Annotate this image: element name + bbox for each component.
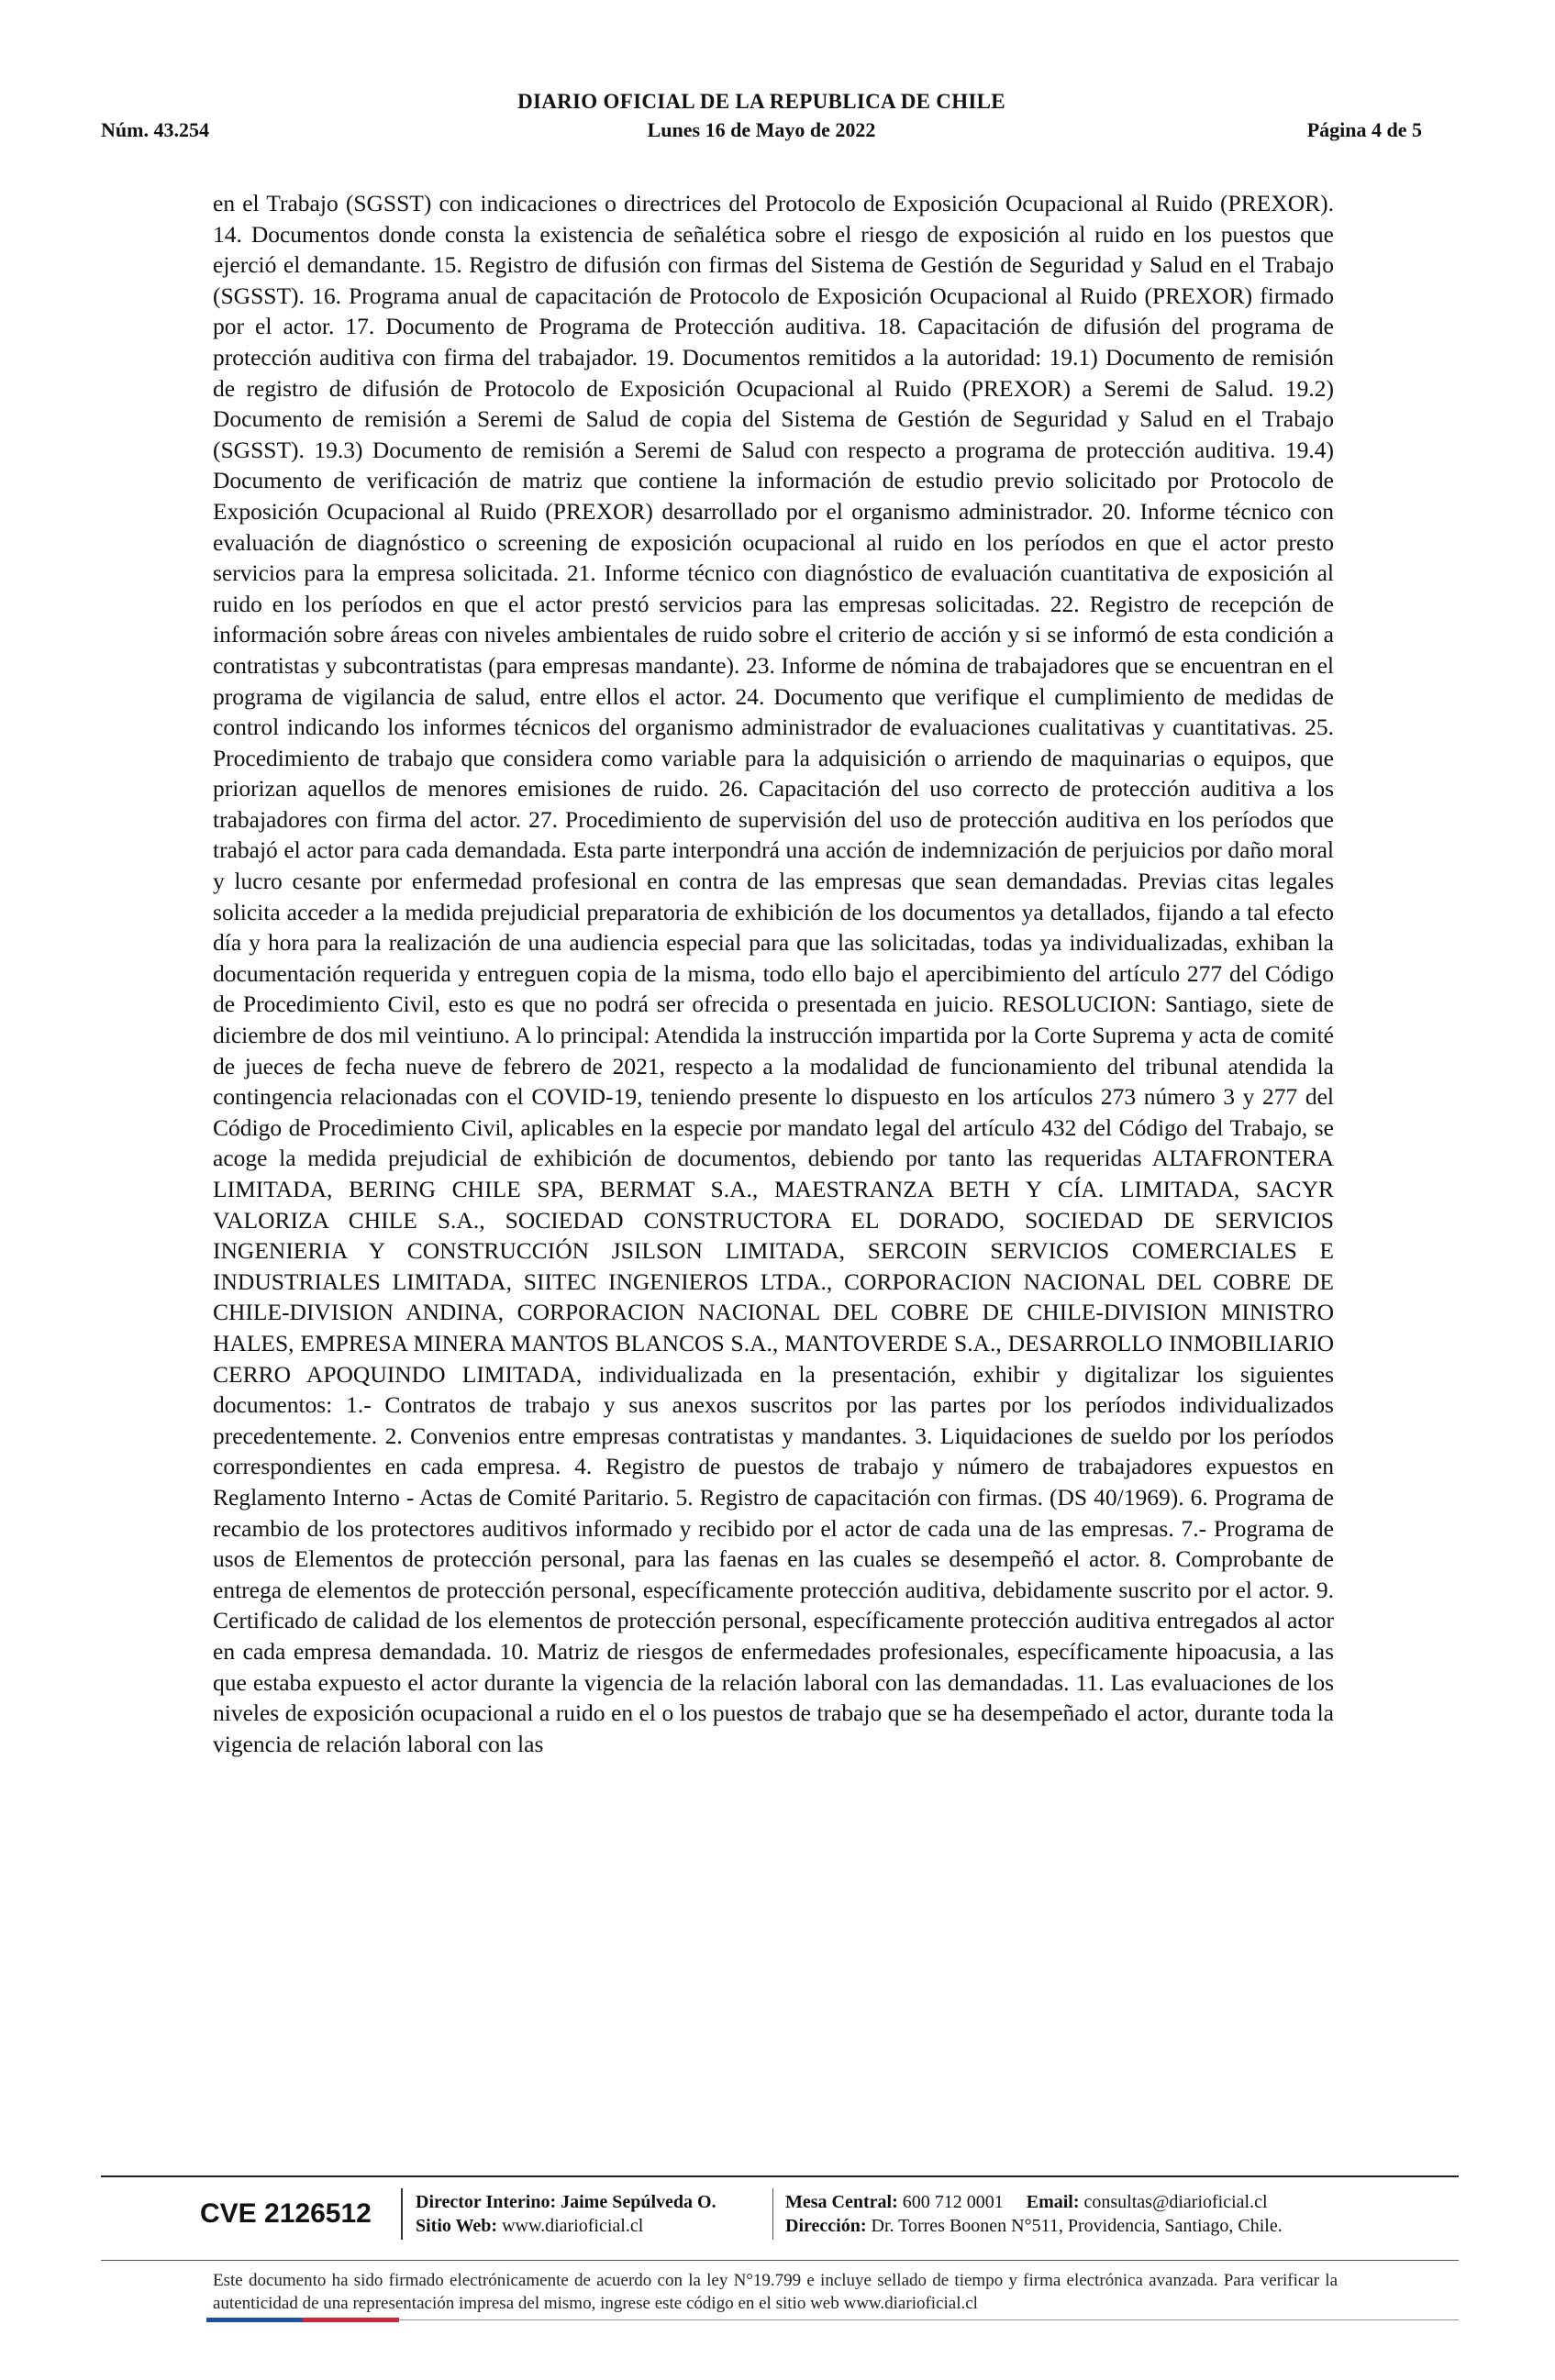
flag-stripe-red [303, 2318, 399, 2322]
footer-divider [101, 2260, 1459, 2261]
address-line [785, 2214, 1283, 2238]
bottom-rule [399, 2319, 1459, 2320]
address-value: Dr. Torres Boonen N°511, Providencia, Santiago, Chile. [871, 2216, 1283, 2236]
email-label: Email: [1026, 2192, 1080, 2212]
central-value: 600 712 0001 [902, 2192, 1004, 2212]
page-indicator: Página 4 de 5 [1306, 118, 1422, 141]
header-meta-row [101, 118, 1422, 146]
footer-contact-left [416, 2190, 716, 2238]
director-label: Director Interino: [416, 2192, 557, 2212]
address-label: Dirección: [785, 2216, 867, 2236]
director-value: Jaime Sepúlveda O. [561, 2192, 716, 2212]
issue-date: Lunes 16 de Mayo de 2022 [647, 118, 876, 141]
email-link[interactable]: consultas@diarioficial.cl [1083, 2192, 1268, 2212]
issue-number: Núm. 43.254 [101, 118, 209, 141]
website-line [416, 2214, 716, 2238]
website-label: Sitio Web: [416, 2216, 498, 2236]
flag-stripe-blue [206, 2318, 303, 2322]
central-line [785, 2190, 1283, 2214]
cve-code: CVE 2126512 [200, 2198, 372, 2229]
publication-title: DIARIO OFICIAL DE LA REPUBLICA DE CHILE [517, 90, 1005, 113]
page-header [101, 90, 1422, 147]
legal-notice: Este documento ha sido firmado electrónicamente de acuerdo con la ley N°19.799 e incluye sellado de tiempo y firma electrónica avanzada. Para verificar la autenticidad de una representación impresa del mismo, ingrese este código en el sitio web www.diarioficial.cl [213, 2271, 1338, 2313]
central-label: Mesa Central: [785, 2192, 898, 2212]
footer-separator [772, 2188, 773, 2240]
footer-divider [101, 2175, 1459, 2177]
footer-separator [401, 2188, 403, 2240]
director-line [416, 2190, 716, 2214]
footer-contact-right [785, 2190, 1283, 2238]
website-link[interactable]: www.diarioficial.cl [502, 2216, 644, 2236]
document-body: en el Trabajo (SGSST) con indicaciones o directrices del Protocolo de Exposición Ocupacional al Ruido (PREXOR). 14. Documentos donde consta la existencia de señalética sobre el riesgo de exposición al ruido en los puestos que ejerció el demandante. 15. Registro de difusión con firmas del Sistema de Gestión de Seguridad y Salud en el Trabajo (SGSST). 16. Programa anual de capacitación de Protocolo de Exposición Ocupacional al Ruido (PREXOR) firmado por el actor. 17. Documento de Programa de Protección auditiva. 18. Capacitación de difusión del programa de protección auditiva con firma del trabajador. 19. Documentos remitidos a la autoridad: 19.1) Documento de remisión de registro de difusión de Protocolo de Exposición Ocupacional al Ruido (PREXOR) a Seremi de Salud. 19.2) Documento de remisión a Seremi de Salud de copia del Sistema de Gestión de Seguridad y Salud en el Trabajo (SGSST). 19.3) Documento de remisión a Seremi de Salud con respecto a programa de protección auditiva. 19.4) Documento de verificación de matriz que contiene la información de estudio previo solicitado por Protocolo de Exposición Ocupacional al Ruido (PREXOR) desarrollado por el organismo administrador. 20. Informe técnico con evaluación de diagnóstico o screening de exposición ocupacional al ruido en los períodos en que el actor presto servicios para la empresa solicitada. 21. Informe técnico con diagnóstico de evaluación cuantitativa de exposición al ruido en los períodos en que el actor prestó servicios para las empresas solicitadas. 22. Registro de recepción de información sobre áreas con niveles ambientales de ruido sobre el criterio de acción y si se informó de esta condición a contratistas y subcontratistas (para empresas mandante). 23. Informe de nómina de trabajadores que se encuentran en el programa de vigilancia de salud, entre ellos el actor. 24. Documento que verifique el cumplimiento de medidas de control indicando los informes técnicos del organismo administrador de evaluaciones cualitativas y cuantitativas. 25. Procedimiento de trabajo que considera como variable para la adquisición o arriendo de maquinarias o equipos, que priorizan aquellos de menores emisiones de ruido. 26. Capacitación del uso correcto de protección auditiva a los trabajadores con firma del actor. 27. Procedimiento de supervisión del uso de protección auditiva en los períodos que trabajó el actor para cada demandada. Esta parte interpondrá una acción de indemnización de perjuicios por daño moral y lucro cesante por enfermedad profesional en contra de las empresas que sean demandadas. Previas citas legales solicita acceder a la medida prejudicial preparatoria de exhibición de los documentos ya detallados, fijando a tal efecto día y hora para la realización de una audiencia especial para que las solicitadas, todas ya individualizadas, exhiban la documentación requerida y entreguen copia de la misma, todo ello bajo el apercibimiento del artículo 277 del Código de Procedimiento Civil, esto es que no podrá ser ofrecida o presentada en juicio. RESOLUCION: Santiago, siete de diciembre de dos mil veintiuno. A lo principal: Atendida la instrucción impartida por la Corte Suprema y acta de comité de jueces de fecha nueve de febrero de 2021, respecto a la modalidad de funcionamiento del tribunal atendida la contingencia relacionadas con el COVID-19, teniendo presente lo dispuesto en los artículos 273 número 3 y 277 del Código de Procedimiento Civil, aplicables en la especie por mandato legal del artículo 432 del Código del Trabajo, se acoge la medida prejudicial de exhibición de documentos, debiendo por tanto las requeridas ALTAFRONTERA LIMITADA, BERING CHILE SPA, BERMAT S.A., MAESTRANZA BETH Y CÍA. LIMITADA, SACYR VALORIZA CHILE S.A., SOCIEDAD CONSTRUCTORA EL DORADO, SOCIEDAD DE SERVICIOS INGENIERIA Y CONSTRUCCIÓN JSILSON LIMITADA, SERCOIN SERVICIOS COMERCIALES E INDUSTRIALES LIMITADA, SIITEC INGENIEROS LTDA., CORPORACION NACIONAL DEL COBRE DE CHILE-DIVISION ANDINA, CORPORACION NACIONAL DEL COBRE DE CHILE-DIVISION MINISTRO HALES, EMPRESA MINERA MANTOS BLANCOS S.A., MANTOVERDE S.A., DESARROLLO INMOBILIARIO CERRO APOQUINDO LIMITADA, individualizada en la presentación, exhibir y digitalizar los siguientes documentos: 1.- Contratos de trabajo y sus anexos suscritos por las partes por los períodos individualizados precedentemente. 2. Convenios entre empresas contratistas y mandantes. 3. Liquidaciones de sueldo por los períodos correspondientes en cada empresa. 4. Registro de puestos de trabajo y número de trabajadores expuestos en Reglamento Interno - Actas de Comité Paritario. 5. Registro de capacitación con firmas. (DS 40/1969). 6. Programa de recambio de los protectores auditivos informado y recibido por el actor de cada una de las empresas. 7.- Programa de usos de Elementos de protección personal, para las faenas en las cuales se desempeñó el actor. 8. Comprobante de entrega de elementos de protección personal, específicamente protección auditiva, debidamente suscrito por el actor. 9. Certificado de calidad de los elementos de protección personal, específicamente protección auditiva entregados al actor en cada empresa demandada. 10. Matriz de riesgos de enfermedades profesionales, específicamente hipoacusia, a las que estaba expuesto el actor durante la vigencia de la relación laboral con las demandadas. 11. Las evaluaciones de los niveles de exposición ocupacional a ruido en el o los puestos de trabajo que se ha desempeñado el actor, durante toda la vigencia de relación laboral con las [213, 190, 1334, 1757]
